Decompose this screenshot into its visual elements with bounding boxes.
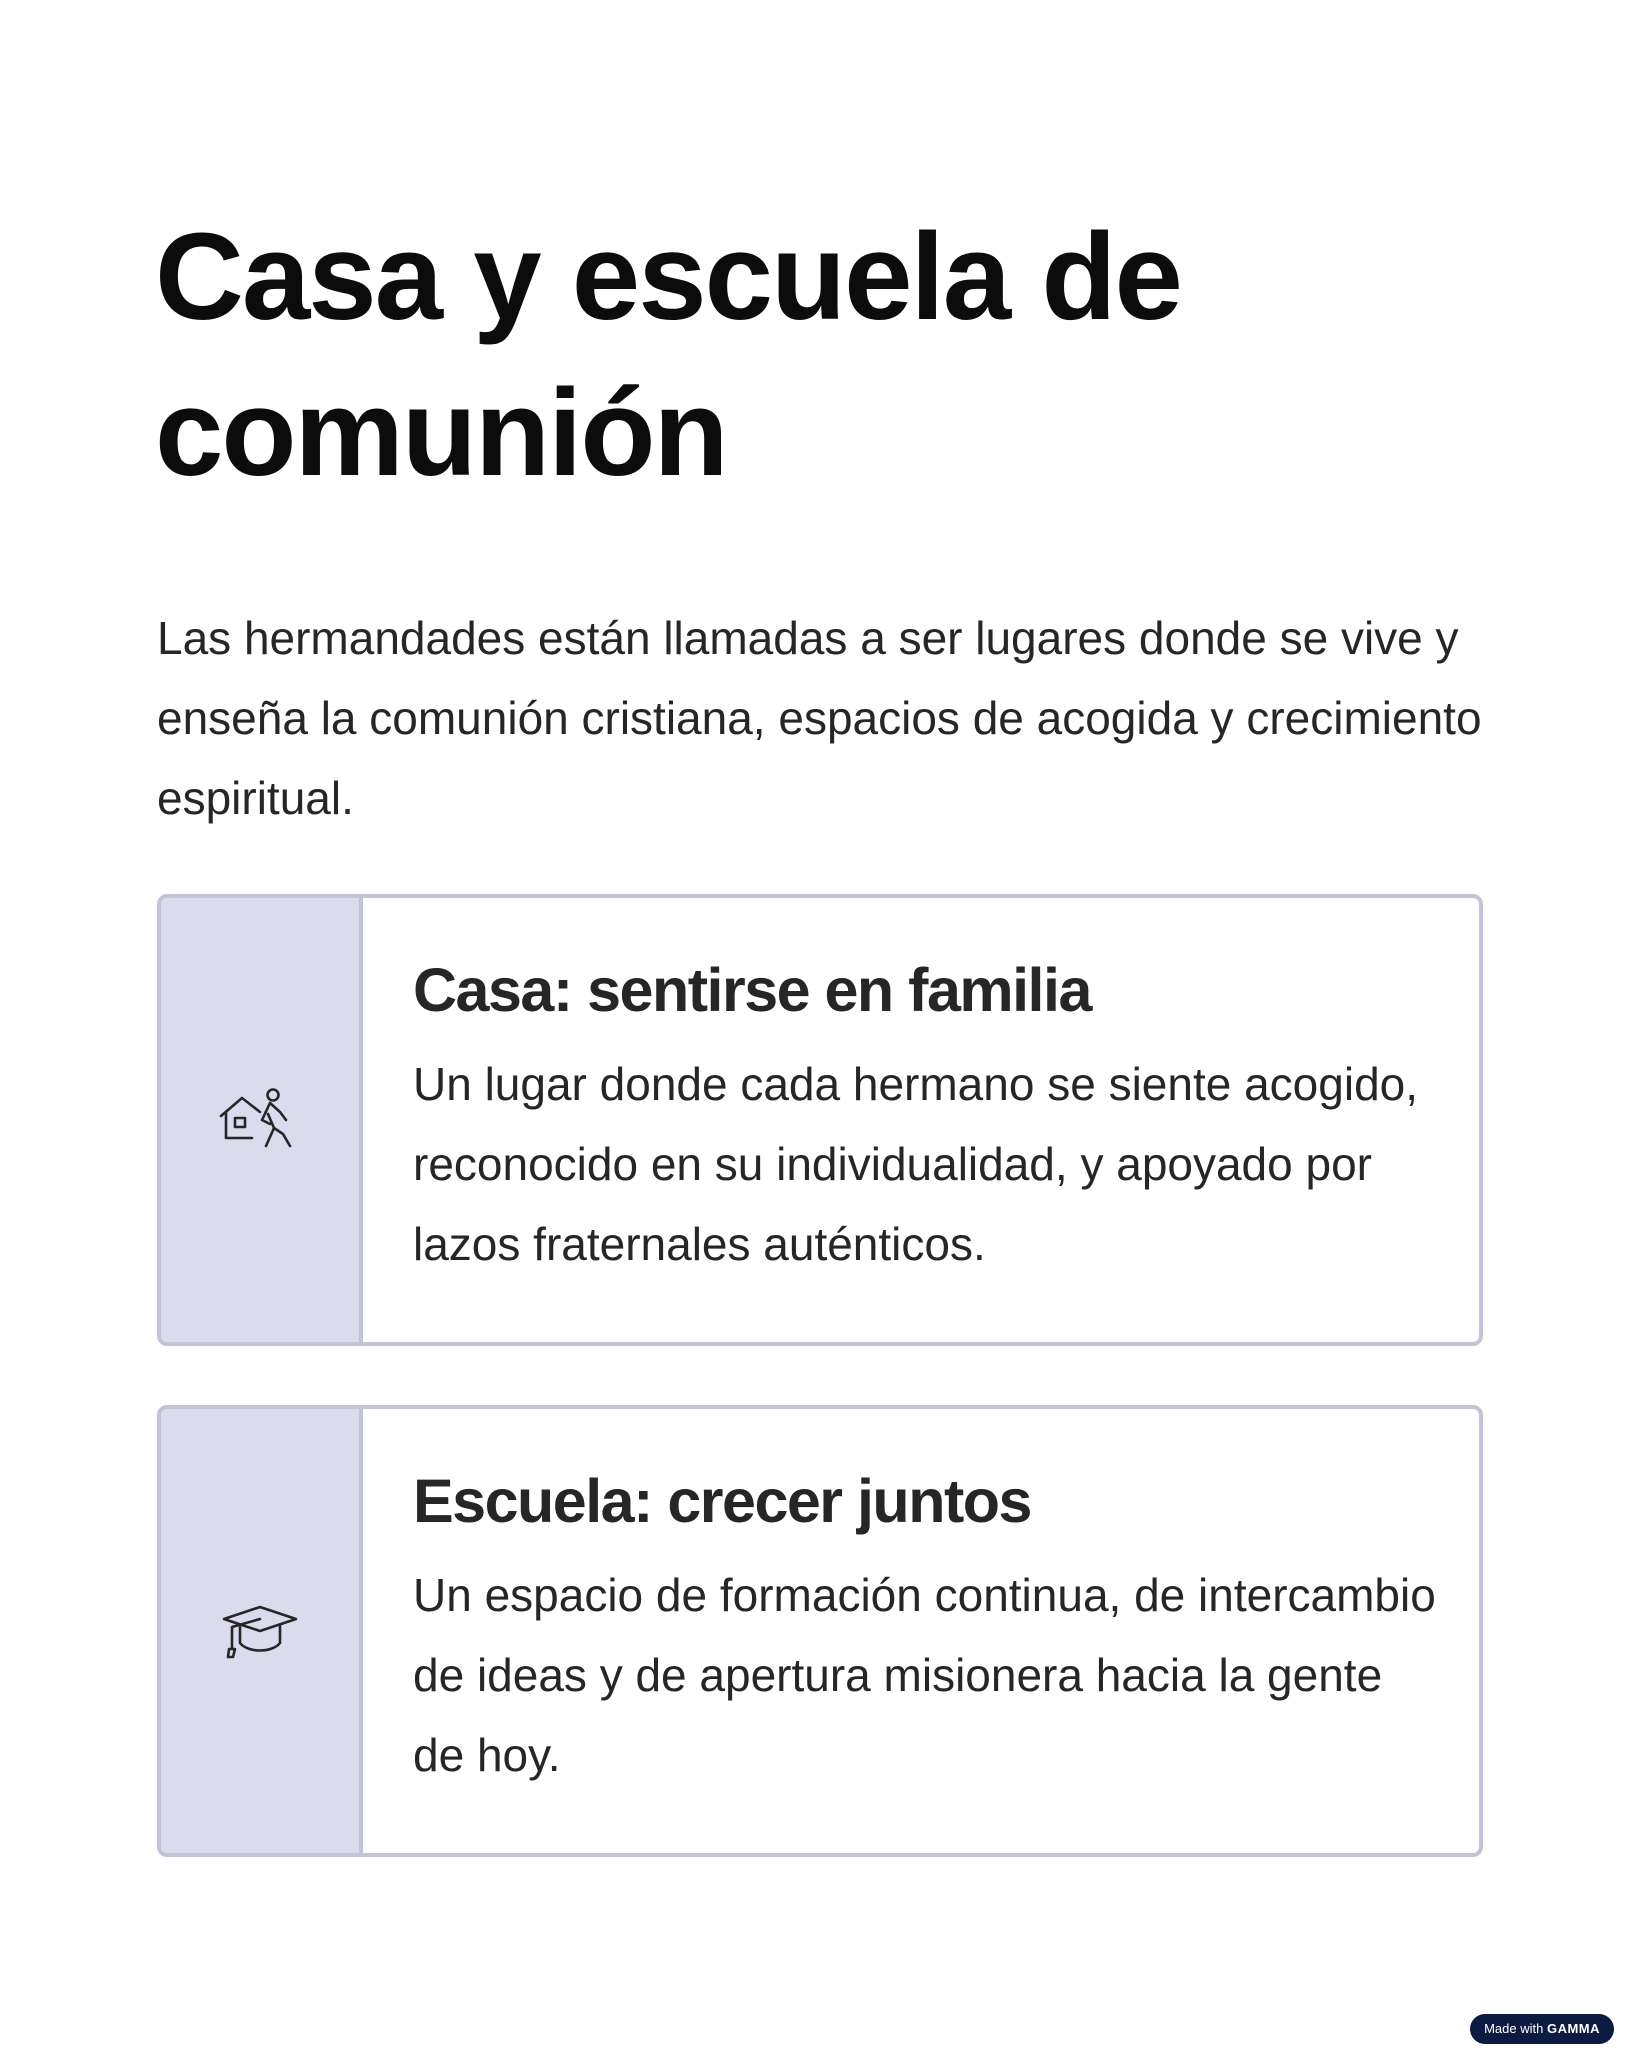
card-content <box>363 1409 1479 1853</box>
card-icon-panel <box>161 1409 363 1853</box>
graduation-cap-icon <box>218 1597 302 1665</box>
card-content <box>363 898 1479 1342</box>
card-description: Un espacio de formación continua, de intercambio de ideas y de apertura misionera hacia la gente de hoy. <box>413 1569 1436 1781</box>
house-person-icon <box>218 1086 302 1154</box>
badge-label: Made with <box>1484 2021 1544 2036</box>
badge-brand: GAMMA <box>1546 2021 1600 2036</box>
card-heading: Escuela: crecer juntos <box>413 1467 1031 1535</box>
card-description: Un lugar donde cada hermano se siente acogido, reconocido en su individualidad, y apoyado por lazos fraternales auténticos. <box>413 1058 1419 1270</box>
card-casa <box>157 894 1483 1346</box>
card-escuela <box>157 1405 1483 1857</box>
card-icon-panel <box>161 898 363 1342</box>
page-title: Casa y escuela de comunión <box>155 209 1181 502</box>
card-heading: Casa: sentirse en familia <box>413 956 1091 1024</box>
made-with-gamma-badge[interactable] <box>1470 2014 1614 2044</box>
intro-paragraph: Las hermandades están llamadas a ser lugares donde se vive y enseña la comunión cristiana, espacios de acogida y crecimiento espiritual. <box>157 612 1482 824</box>
